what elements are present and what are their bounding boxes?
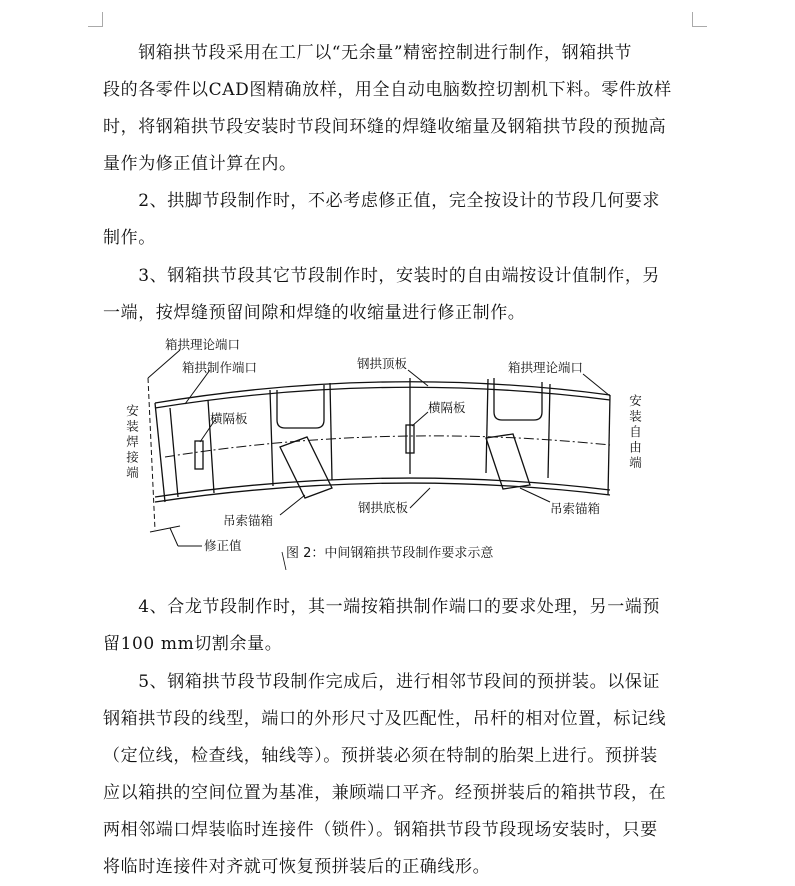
text-line: 制作。 <box>103 228 156 248</box>
text-line: 4、合龙节段制作时，其一端按箱拱制作端口的要求处理，另一端预 <box>103 597 661 617</box>
paragraph-3 <box>103 258 691 332</box>
label-diaphragm-right: 横隔板 <box>428 400 466 415</box>
label-arch-theory-port-left: 箱拱理论端口 <box>165 337 241 352</box>
leader-line <box>408 370 428 386</box>
label-cable-box-right: 吊索锚箱 <box>550 501 601 516</box>
leader-line <box>148 350 180 378</box>
cable-anchor-box-left <box>280 437 332 498</box>
leader-line <box>280 495 305 515</box>
leader-line <box>170 528 178 546</box>
text-line: 段的各零件以CAD图精确放样，用全自动电脑数控切割机下料。零件放样 <box>103 80 672 100</box>
text-line: （定位线，检查线，轴线等）。预拼装必须在特制的胎架上进行。预拼装 <box>103 746 658 766</box>
weld-end-edge <box>155 403 165 502</box>
arch-body <box>155 378 610 502</box>
text-line: 两相邻端口焊装临时连接件（锁件）。钢箱拱节段节段现场安装时，只要 <box>103 820 658 840</box>
bottom-plate-inner-line <box>155 478 610 497</box>
label-correction: 修正值 <box>204 538 242 553</box>
stiffener-plate <box>195 441 203 469</box>
diaphragm-line <box>330 383 332 480</box>
leader-line <box>520 488 550 502</box>
text-line: 2、拱脚节段制作时，不必考虑修正值，完全按设计的节段几何要求 <box>103 191 661 211</box>
paragraph-2 <box>103 183 691 257</box>
fabrication-port-line <box>170 408 178 497</box>
figure-drawing <box>110 330 670 570</box>
paragraph-4 <box>103 589 691 663</box>
steel-arch-segment-figure <box>110 330 670 570</box>
text-line: 3、钢箱拱节段其它节段制作时，安装时的自由端按设计值制作，另 <box>103 266 661 286</box>
figure-caption: 图 2：中间钢箱拱节段制作要求示意 <box>286 546 494 561</box>
leader-line <box>410 488 430 508</box>
page-corner-mark-top-right <box>692 12 707 27</box>
text-line: 钢箱拱节段的线型，端口的外形尺寸及匹配性，吊杆的相对位置，标记线 <box>103 709 667 729</box>
correction-dimension-line <box>150 526 180 532</box>
page-corner-mark-top-left <box>88 12 103 27</box>
text-line: 量作为修正值计算在内。 <box>103 154 297 174</box>
leader-line <box>412 412 428 426</box>
text-line: 留100 mm切割余量。 <box>103 634 283 654</box>
paragraph-1 <box>103 35 691 183</box>
label-cable-box-left: 吊索锚箱 <box>223 513 274 528</box>
label-free-end: 安装自由端 <box>627 394 643 472</box>
diaphragm-line <box>270 390 273 486</box>
arch-axis-line <box>165 436 610 457</box>
label-weld-end: 安装焊接端 <box>124 404 140 482</box>
leader-line <box>185 370 210 404</box>
label-arch-fabrication-port: 箱拱制作端口 <box>182 360 258 375</box>
text-line: 钢箱拱节段采用在工厂以“无余量”精密控制进行制作，钢箱拱节 <box>103 43 632 63</box>
text-line: 应以箱拱的空间位置为基准，兼顾端口平齐。经预拼装后的箱拱节段，在 <box>103 783 667 803</box>
label-top-plate: 钢拱顶板 <box>357 356 408 371</box>
paragraph-5 <box>103 664 691 886</box>
text-line: 5、钢箱拱节段节段制作完成后，进行相邻节段间的预拼装。以保证 <box>103 672 661 692</box>
text-line: 时，将钢箱拱节段安装时节段间环缝的焊缝收缩量及钢箱拱节段的预抛高 <box>103 117 667 137</box>
text-line: 将临时连接件对齐就可恢复预拼装后的正确线形。 <box>103 857 491 877</box>
label-diaphragm-left: 横隔板 <box>210 411 248 426</box>
diaphragm-line <box>548 384 550 478</box>
text-line: 一端，按焊缝预留间隙和焊缝的收缩量进行修正制作。 <box>103 303 526 323</box>
diaphragm-line <box>486 379 488 473</box>
label-bottom-plate: 钢拱底板 <box>358 500 409 515</box>
label-arch-theory-port-right: 箱拱理论端口 <box>508 360 584 375</box>
theory-port-line-left <box>148 378 155 530</box>
